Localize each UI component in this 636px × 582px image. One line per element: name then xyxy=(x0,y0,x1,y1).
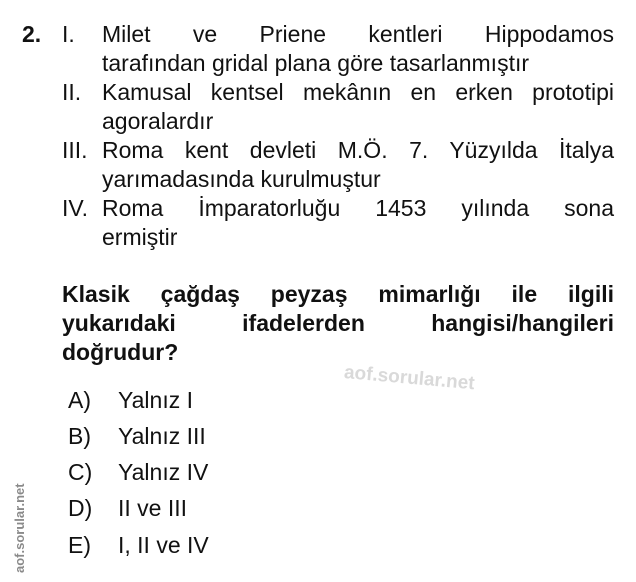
question-prompt-line: yukarıdaki ifadelerden hangisi/hangileri xyxy=(62,310,614,336)
question-prompt xyxy=(62,280,614,367)
option-letter: B) xyxy=(68,423,91,449)
statement-text-line: Milet ve Priene kentleri Hippodamos xyxy=(102,21,614,47)
option-c[interactable] xyxy=(68,458,208,487)
statement-roman: IV. xyxy=(62,195,89,221)
statement-roman: I. xyxy=(62,21,75,47)
option-letter: E) xyxy=(68,532,91,558)
statement-text-line: Kamusal kentsel mekânın en erken prototipi xyxy=(102,79,614,105)
statement-text-line: tarafından gridal plana göre tasarlanmıştır xyxy=(102,50,530,76)
question-prompt-line: doğrudur? xyxy=(62,339,179,365)
statement-text-line: yarımadasında kurulmuştur xyxy=(102,166,381,192)
side-watermark: aof.sorular.net xyxy=(12,483,27,573)
option-d[interactable] xyxy=(68,494,187,523)
statement-2 xyxy=(62,78,614,136)
option-e[interactable] xyxy=(68,531,209,560)
option-letter: C) xyxy=(68,459,93,485)
statement-1 xyxy=(62,20,614,78)
statement-text-line: ermiştir xyxy=(102,224,178,250)
statement-text-line: agoralardır xyxy=(102,108,214,134)
option-b[interactable] xyxy=(68,422,206,451)
statement-text-line: Roma İmparatorluğu 1453 yılında sona xyxy=(102,195,614,221)
option-text: Yalnız I xyxy=(118,387,193,413)
option-text: I, II ve IV xyxy=(118,532,209,558)
option-text: II ve III xyxy=(118,495,188,521)
question-prompt-line: Klasik çağdaş peyzaş mimarlığı ile ilgili xyxy=(62,281,614,307)
option-text: Yalnız III xyxy=(118,423,206,449)
option-letter: D) xyxy=(68,495,93,521)
statement-3 xyxy=(62,136,614,194)
question-number: 2. xyxy=(22,21,42,47)
statement-roman: III. xyxy=(62,137,88,163)
statement-4 xyxy=(62,194,614,252)
option-text: Yalnız IV xyxy=(118,459,209,485)
watermark: aof.sorular.net xyxy=(343,362,476,395)
statement-roman: II. xyxy=(62,79,82,105)
statement-text-line: Roma kent devleti M.Ö. 7. Yüzyılda İtalya xyxy=(102,137,614,163)
option-a[interactable] xyxy=(68,386,193,415)
option-letter: A) xyxy=(68,387,91,413)
